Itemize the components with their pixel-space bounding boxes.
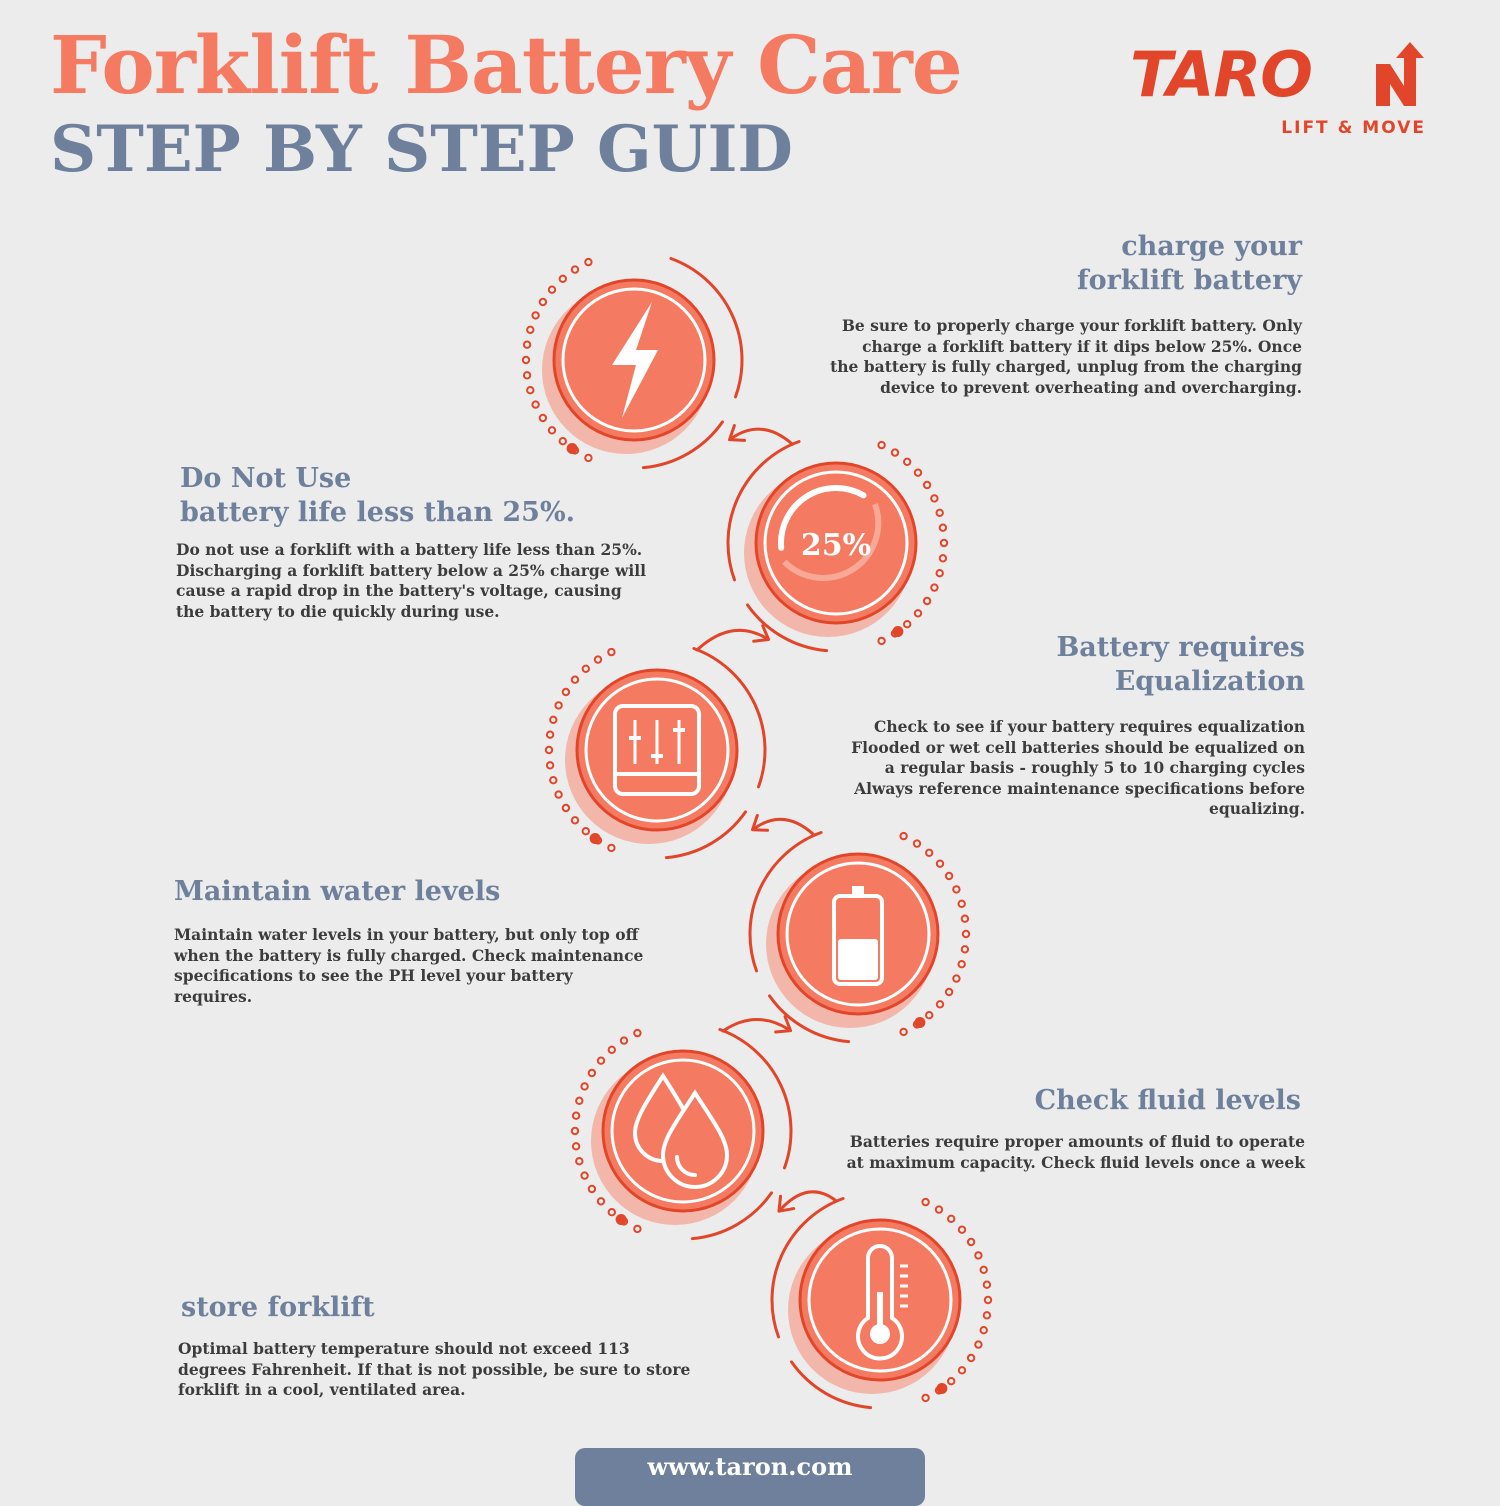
step-4-node [766,833,969,1035]
step-4-text [174,875,644,1007]
arc-dot [549,427,555,433]
arc-dot [608,845,614,851]
arc-dot [940,525,946,531]
arc-dot [904,459,910,465]
step-3-title: Battery requires Equalization [1056,632,1305,697]
arc-dot [959,1367,965,1373]
arc-dot [555,702,561,708]
arc-end-dot [590,833,601,844]
arc-dot [959,901,965,907]
step-2-title: Do Not Use battery life less than 25%. [180,463,576,528]
arc-dot [900,833,906,839]
arc-end-dot [936,1383,947,1394]
arc-dot [527,387,533,393]
step-4-body: Maintain water levels in your battery, but only top off when the battery is fully charged. Check maintenance specifications to see the PH level your battery requires. [174,925,644,1006]
step-5-text [830,1084,1305,1173]
arc-dot [914,840,920,846]
arc-dot [892,449,898,455]
arc-dot [546,747,552,753]
arc-dot [609,1209,615,1215]
arc-dot [532,312,538,318]
arc-dot [946,873,952,879]
arc-dot [524,372,530,378]
arc-dot [936,1206,942,1212]
flow-arrow [697,630,766,650]
arc-dot [926,850,932,856]
arc-dot [878,442,884,448]
arc-dot [984,1312,990,1318]
step-6-text [178,1291,698,1401]
arc-dot [585,259,591,265]
logo-tagline: LIFT & MOVE [1281,118,1426,138]
arc-dot [583,666,589,672]
logo-wordmark: TARO [1130,38,1312,111]
page-subtitle: STEP BY STEP GUID [50,112,793,187]
arc-dot [900,1029,906,1035]
arc-dot [540,299,546,305]
arc-dot [621,1037,627,1043]
arc-dot [915,610,921,616]
arc-dot [962,916,968,922]
arc-dot [563,805,569,811]
arc-dot [634,1030,640,1036]
arc-dot [981,1327,987,1333]
arc-dot [904,621,910,627]
arc-dot [572,677,578,683]
arc-dot [560,438,566,444]
step-2-text [176,462,646,622]
arc-end-dot [567,443,578,454]
arc-dot [968,1239,974,1245]
step-4-title: Maintain water levels [174,876,501,907]
arc-dot [527,327,533,333]
node-circle [778,854,938,1014]
arc-dot [524,342,530,348]
arc-dot [547,762,553,768]
step-6-title: store forklift [181,1292,375,1323]
step-5-node [572,1030,763,1232]
arc-dot [572,1128,578,1134]
arc-dot [598,1058,604,1064]
arc-dot [608,649,614,655]
arc-dot [583,828,589,834]
flow-arrow [723,1019,788,1031]
arc-dot [523,357,529,363]
arc-dot [915,470,921,476]
arc-dot [555,791,561,797]
arc-dot [924,482,930,488]
arc-dot [959,961,965,967]
page-title: Forklift Battery Care [50,18,962,112]
website-link[interactable]: www.taron.com [575,1448,925,1506]
step-1-text [830,230,1302,398]
arc-dot [975,1252,981,1258]
step-3-body: Check to see if your battery requires equalization Flooded or wet cell batteries should be equalized on a regular basis - roughly 5 to 10 charging cycles Always reference maintenance specifications before equalizing. [851,717,1305,818]
arc-dot [589,1070,595,1076]
step-3-text [840,631,1305,820]
step-5-body: Batteries require proper amounts of fluid to operate at maximum capacity. Check fluid levels once a week [846,1132,1305,1172]
arc-dot [948,1378,954,1384]
arc-dot [924,598,930,604]
arc-end-dot [914,1017,925,1028]
arc-dot [609,1047,615,1053]
arc-dot [595,656,601,662]
step-2-body: Do not use a forklift with a battery life less than 25%. Discharging a forklift battery below a 25% charge will cause a rapid drop in the battery's voltage, causing the battery to die quickly during use. [176,540,647,621]
arc-dot [550,717,556,723]
arc-dot [937,510,943,516]
arc-dot [975,1341,981,1347]
arc-dot [937,1001,943,1007]
arc-dot [598,1198,604,1204]
arc-dot [931,584,937,590]
arc-dot [563,689,569,695]
arc-dot [946,989,952,995]
arc-dot [937,570,943,576]
arc-dot [985,1297,991,1303]
arc-dot [547,732,553,738]
arc-dot [581,1172,587,1178]
step-6-body: Optimal battery temperature should not exceed 113 degrees Fahrenheit. If that is not possible, be sure to store forklift in a cool, ventilated area. [178,1339,691,1399]
arc-dot [984,1282,990,1288]
arc-dot [922,1199,928,1205]
arc-dot [953,975,959,981]
arc-dot [948,1216,954,1222]
arc-dot [589,1186,595,1192]
arc-dot [549,287,555,293]
arc-dot [573,1113,579,1119]
arc-dot [572,266,578,272]
arc-dot [931,495,937,501]
arc-dot [532,401,538,407]
arc-dot [962,946,968,952]
arc-dot [922,1395,928,1401]
arc-dot [572,817,578,823]
step-5-title: Check fluid levels [1034,1085,1301,1116]
step-1-body: Be sure to properly charge your forklift battery. Only charge a forklift battery if it dips below 25%. Once the battery is fully charged, unplug from the charging device to prevent overheating and overcharging. [830,316,1302,397]
arc-dot [634,1226,640,1232]
arc-end-dot [616,1214,627,1225]
step-6-node [788,1199,991,1401]
arc-dot [981,1267,987,1273]
arc-dot [581,1083,587,1089]
arc-dot [550,777,556,783]
arc-dot [540,415,546,421]
arc-dot [926,1012,932,1018]
arc-dot [953,886,959,892]
arc-dot [937,861,943,867]
arc-dot [576,1098,582,1104]
flow-arrow [732,429,791,443]
arc-dot [963,931,969,937]
gauge-percent-label: 25% [800,528,872,563]
arc-dot [968,1355,974,1361]
arc-dot [940,555,946,561]
arc-dot [573,1143,579,1149]
arc-dot [576,1158,582,1164]
step-1-title: charge your forklift battery [1077,231,1302,296]
step-3-node [546,649,737,851]
arc-dot [585,455,591,461]
flow-arrow [755,819,813,834]
arc-dot [560,276,566,282]
arc-dot [941,540,947,546]
arc-dot [959,1227,965,1233]
